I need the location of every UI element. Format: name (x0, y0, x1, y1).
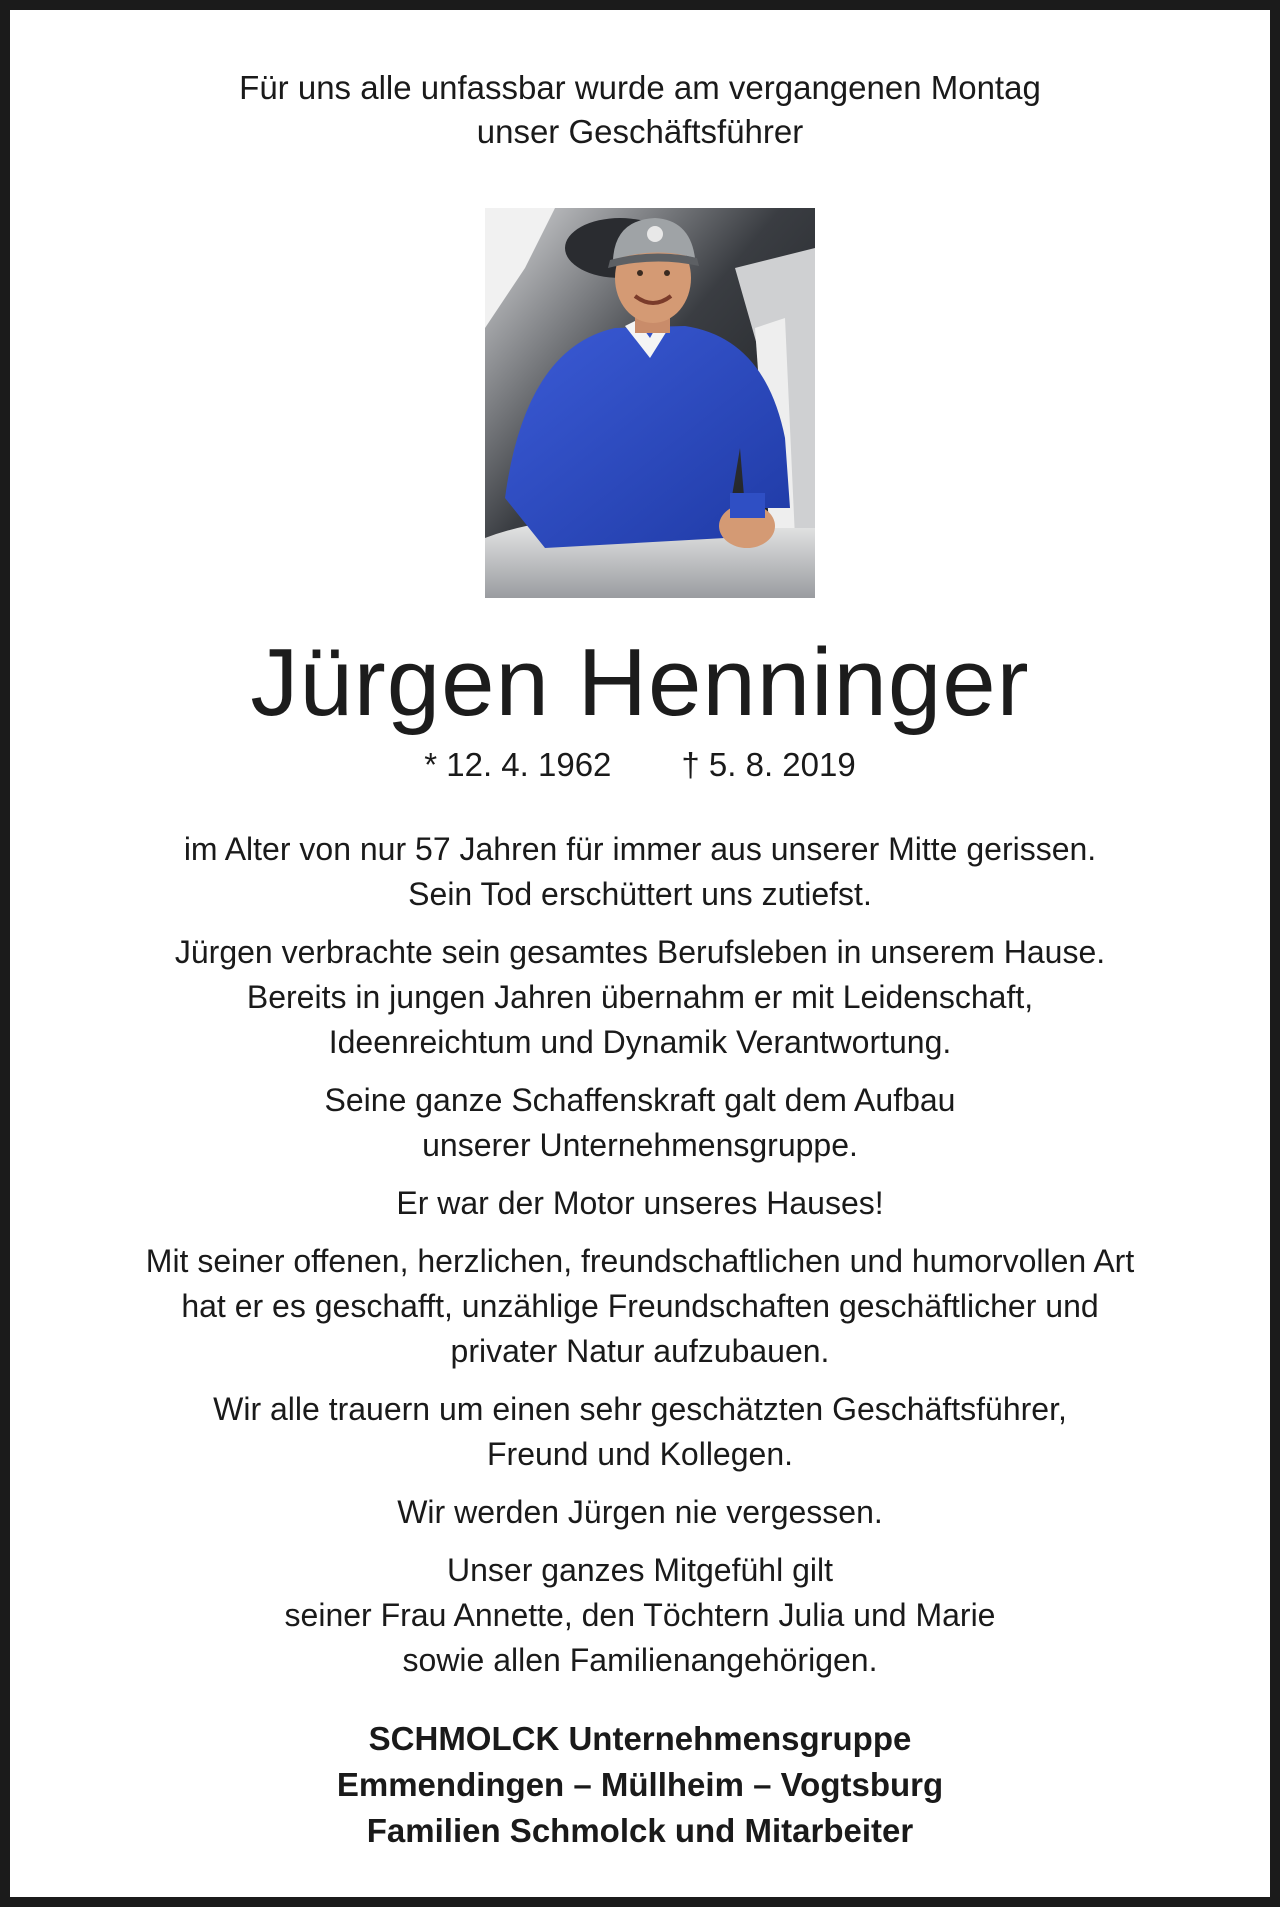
paragraph-line: Seine ganze Schaffenskraft galt dem Aufbau (324, 1082, 956, 1118)
obituary-body (70, 827, 1210, 1696)
paragraph-line: Unser ganzes Mitgefühl gilt (447, 1552, 833, 1588)
portrait-photo (485, 208, 815, 598)
deceased-name: Jürgen Henninger (250, 629, 1030, 736)
paragraph (70, 1387, 1210, 1477)
intro-line-2: unser Geschäftsführer (476, 113, 804, 150)
paragraph-line: seiner Frau Annette, den Töchtern Julia und Marie (284, 1597, 996, 1633)
life-dates (10, 743, 1270, 787)
paragraph (70, 1490, 1210, 1535)
paragraph (70, 930, 1210, 1065)
paragraph-line: Bereits in jungen Jahren übernahm er mit Leidenschaft, (246, 979, 1034, 1015)
intro-text (10, 66, 1270, 154)
paragraph-line: Jürgen verbrachte sein gesamtes Berufsleben in unserem Hause. (174, 934, 1106, 970)
paragraph-line: privater Natur aufzubauen. (450, 1333, 830, 1369)
paragraph-line: unserer Unternehmensgruppe. (422, 1127, 858, 1163)
paragraph (70, 1078, 1210, 1168)
paragraph (70, 827, 1210, 917)
paragraph-line: Wir alle trauern um einen sehr geschätzten Geschäftsführer, (213, 1391, 1067, 1427)
paragraph-line: Wir werden Jürgen nie vergessen. (397, 1494, 883, 1530)
paragraph-line: im Alter von nur 57 Jahren für immer aus unserer Mitte gerissen. (183, 831, 1097, 867)
death-date: † 5. 8. 2019 (681, 746, 856, 783)
paragraph-line: Freund und Kollegen. (487, 1436, 793, 1472)
paragraph-line: sowie allen Familienangehörigen. (402, 1642, 878, 1678)
company-locations: Emmendingen – Müllheim – Vogtsburg (336, 1766, 944, 1803)
birth-date: * 12. 4. 1962 (424, 746, 612, 783)
intro-line-1: Für uns alle unfassbar wurde am vergangenen Montag (239, 69, 1041, 106)
signature-block (10, 1716, 1270, 1854)
paragraph (70, 1239, 1210, 1374)
paragraph-line: hat er es geschafft, unzählige Freundschaften geschäftlicher und (181, 1288, 1099, 1324)
paragraph-line: Ideenreichtum und Dynamik Verantwortung. (328, 1024, 952, 1060)
paragraph (70, 1548, 1210, 1683)
paragraph-line: Mit seiner offenen, herzlichen, freundschaftlichen und humorvollen Art (145, 1243, 1135, 1279)
company-name: SCHMOLCK Unternehmensgruppe (368, 1720, 912, 1757)
signatories: Familien Schmolck und Mitarbeiter (366, 1812, 914, 1849)
paragraph-line: Sein Tod erschüttert uns zutiefst. (408, 876, 872, 912)
paragraph (70, 1181, 1210, 1226)
paragraph-line: Er war der Motor unseres Hauses! (396, 1185, 884, 1221)
